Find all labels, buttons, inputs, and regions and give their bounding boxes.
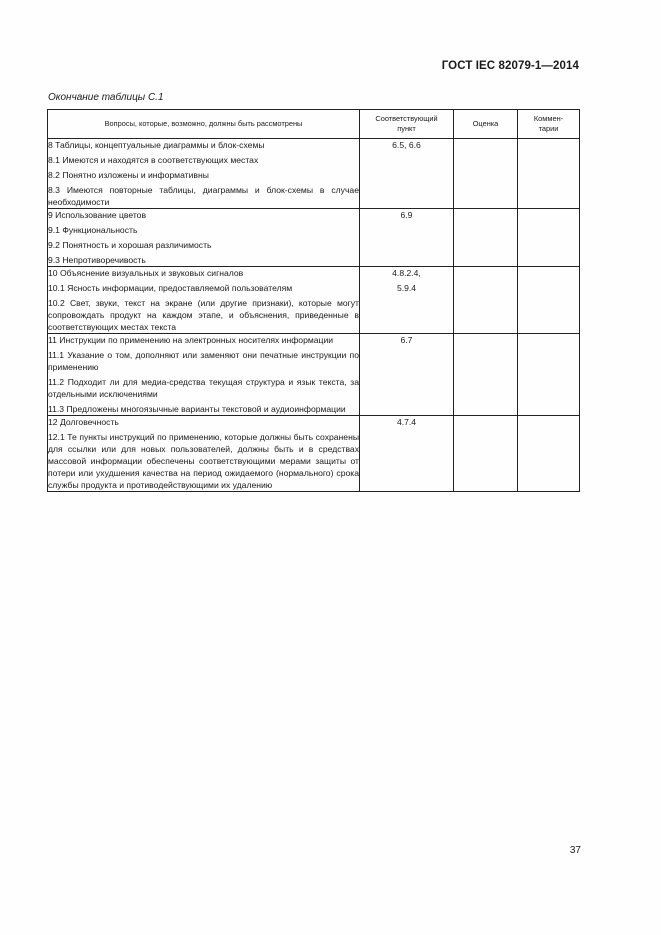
question-item: 11 Инструкции по применению на электронных носителях информации — [48, 335, 334, 345]
header-rating: Оценка — [454, 110, 518, 139]
rating-cell — [454, 334, 518, 416]
comments-cell — [518, 139, 580, 209]
rating-cell — [454, 267, 518, 334]
comments-cell — [518, 209, 580, 267]
question-item: 9.1 Функциональность — [48, 225, 138, 235]
clause-ref: 4.8.2.4, — [392, 268, 421, 278]
table-row — [48, 209, 580, 267]
comments-cell — [518, 334, 580, 416]
question-item: 9.3 Непротиворечивость — [48, 255, 146, 265]
question-item: 11.1 Указание о том, дополняют или заменяют они печатные инструкции по применению — [48, 350, 359, 372]
clause-ref: 4.7.4 — [396, 417, 417, 427]
clause-cell — [360, 334, 454, 416]
table-row — [48, 416, 580, 492]
clause-cell — [360, 139, 454, 209]
comments-cell — [518, 416, 580, 492]
question-item: 8 Таблицы, концептуальные диаграммы и блок-схемы — [48, 140, 265, 150]
question-item: 10.2 Свет, звуки, текст на экране (или другие признаки), которые могут сопровождать продукт на каждом этапе, и объяснения, приведенные в соответствующих местах текста — [48, 298, 359, 332]
question-item: 9.2 Понятность и хорошая различимость — [48, 240, 212, 250]
clause-ref: 6.5, 6.6 — [392, 140, 421, 150]
question-item: 12.1 Те пункты инструкций по применению, которые должны быть сохранены для ссылки или для новых пользователей, должны быть и в средствах массовой информации обеспечены соответствующими мерами защиты от потери или ухудшения качества на период ожидаемого (нормального) срока службы продукта и противодействующими их удалению — [48, 432, 359, 490]
header-clause: Соответствующий пункт — [360, 110, 454, 139]
rating-cell — [454, 416, 518, 492]
question-item: 9 Использование цветов — [48, 210, 147, 220]
clause-cell — [360, 267, 454, 334]
clause-ref: 6.9 — [400, 210, 413, 220]
question-item: 11.3 Предложены многоязычные варианты текстовой и аудиоинформации — [48, 404, 346, 414]
question-cell — [48, 209, 360, 267]
header-comments: Комментарии — [518, 110, 580, 139]
table-row — [48, 139, 580, 209]
page-number: 37 — [569, 845, 581, 856]
rating-cell — [454, 209, 518, 267]
header-questions: Вопросы, которые, возможно, должны быть рассмотрены — [48, 110, 360, 139]
table-header-row — [48, 110, 580, 139]
question-item: 8.3 Имеются повторные таблицы, диаграммы и блок-схемы в случае необходимости — [48, 185, 359, 207]
question-cell — [48, 267, 360, 334]
table-row — [48, 334, 580, 416]
clause-cell — [360, 209, 454, 267]
table-body — [48, 139, 580, 492]
document-code: ГОСТ IEC 82079-1—2014 — [441, 60, 579, 72]
table-caption: Окончание таблицы С.1 — [48, 92, 164, 103]
question-cell — [48, 416, 360, 492]
clause-cell — [360, 416, 454, 492]
question-item: 12 Долговечность — [48, 417, 119, 427]
clause-ref: 6.7 — [400, 335, 413, 345]
table-row — [48, 267, 580, 334]
question-item: 10 Объяснение визуальных и звуковых сигналов — [48, 268, 244, 278]
comments-cell — [518, 267, 580, 334]
question-item: 8.2 Понятно изложены и информативны — [48, 170, 209, 180]
question-item: 8.1 Имеются и находятся в соответствующих местах — [48, 155, 259, 165]
checklist-table — [47, 109, 580, 492]
question-item: 11.2 Подходит ли для медиа-средства текущая структура и язык текста, за отдельными исключениями — [48, 377, 359, 399]
rating-cell — [454, 139, 518, 209]
question-cell — [48, 334, 360, 416]
question-item: 10.1 Ясность информации, предоставляемой пользователям — [48, 283, 293, 293]
clause-ref: 5.9.4 — [396, 283, 417, 293]
question-cell — [48, 139, 360, 209]
